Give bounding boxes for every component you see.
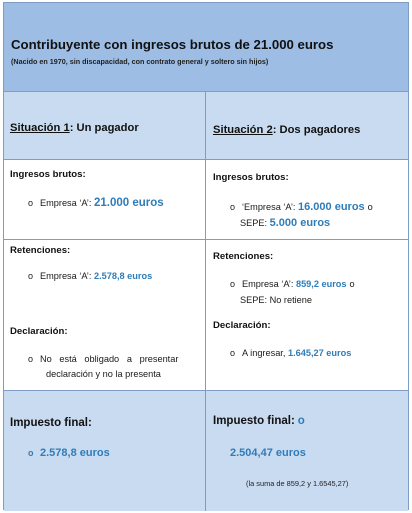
bullet-icon: o xyxy=(230,279,236,289)
table-header xyxy=(4,3,408,92)
retenciones-item-text: Empresa ‘A’: xyxy=(40,271,94,281)
situations-row xyxy=(4,92,408,160)
retenciones-item xyxy=(28,269,152,284)
declaracion-item xyxy=(230,346,351,361)
declaracion-value: 1.645,27 euros xyxy=(287,348,352,358)
impuesto-note: (la suma de 859,2 y 1.6545,27) xyxy=(246,479,349,488)
ingresos-item-text: ‘Empresa ‘A’: xyxy=(242,202,298,212)
situation-1-description: : Un pagador xyxy=(69,122,139,134)
bullet-icon: o xyxy=(367,202,373,212)
sepe-ingresos-value: 5.000 euros xyxy=(269,217,331,229)
ingresos-item-text: Empresa ‘A’: xyxy=(40,198,94,208)
comparison-table xyxy=(3,2,409,510)
ingresos-item xyxy=(230,200,373,215)
header-title: Contribuyente con ingresos brutos de 21.000 euros xyxy=(11,37,334,52)
impuesto-row xyxy=(4,391,408,511)
header-subtitle: (Nacido en 1970, sin discapacidad, con contrato general y soltero sin hijos) xyxy=(11,57,269,66)
situation-2-description: : Dos pagadores xyxy=(272,124,361,136)
bullet-icon: o xyxy=(28,198,34,208)
situation-1-retenciones xyxy=(4,240,206,390)
situation-1-heading xyxy=(4,92,206,159)
retenciones-item-text: Empresa ‘A’: xyxy=(242,279,296,289)
situation-1-ingresos xyxy=(4,160,206,239)
retenciones-item-value: 2.578,8 euros xyxy=(93,271,153,281)
situation-2-heading xyxy=(206,92,408,159)
situation-2-retenciones xyxy=(206,240,408,390)
situation-1-impuesto xyxy=(4,391,206,511)
retenciones-label: Retenciones: xyxy=(213,251,274,262)
situation-2-ingresos xyxy=(206,160,408,239)
sepe-ingresos-item xyxy=(240,216,330,231)
impuesto-value-line xyxy=(28,447,110,459)
situation-2-label: Situación 2 xyxy=(213,124,273,136)
ingresos-row xyxy=(4,160,408,240)
ingresos-label: Ingresos brutos: xyxy=(213,172,289,183)
retenciones-row xyxy=(4,240,408,391)
bullet-icon: o xyxy=(28,271,34,281)
ingresos-label: Ingresos brutos: xyxy=(10,169,86,180)
retenciones-label: Retenciones: xyxy=(10,245,71,256)
situation-1-label: Situación 1 xyxy=(10,122,70,134)
bullet-icon: o xyxy=(28,448,34,458)
ingresos-item xyxy=(28,196,164,211)
declaracion-line-1: No está obligado a presentar xyxy=(40,354,179,364)
retenciones-item-value: 859,2 euros xyxy=(295,279,347,289)
impuesto-label: Impuesto final: xyxy=(213,415,295,427)
bullet-icon: o xyxy=(230,202,236,212)
declaracion-label: Declaración: xyxy=(10,326,68,337)
declaracion-item xyxy=(28,352,200,382)
impuesto-label: Impuesto final: xyxy=(10,417,92,429)
declaracion-line-2: declaración y no la presenta xyxy=(46,369,161,379)
sepe-ingresos-text: SEPE: xyxy=(240,218,270,228)
impuesto-label-line xyxy=(213,415,305,427)
ingresos-item-value: 21.000 euros xyxy=(93,197,164,209)
situation-2-impuesto xyxy=(206,391,408,511)
ingresos-item-value: 16.000 euros xyxy=(298,201,365,213)
bullet-icon: o xyxy=(28,354,34,364)
bullet-icon: o xyxy=(230,348,236,358)
bullet-icon: o xyxy=(349,279,355,289)
declaracion-text: A ingresar, xyxy=(242,348,288,358)
declaracion-label: Declaración: xyxy=(213,320,271,331)
bullet-icon: o xyxy=(297,415,305,427)
retenciones-item xyxy=(230,277,355,292)
impuesto-value: 2.578,8 euros xyxy=(40,447,110,459)
sepe-retenciones-item: SEPE: No retiene xyxy=(240,295,313,305)
impuesto-value: 2.504,47 euros xyxy=(230,447,306,459)
